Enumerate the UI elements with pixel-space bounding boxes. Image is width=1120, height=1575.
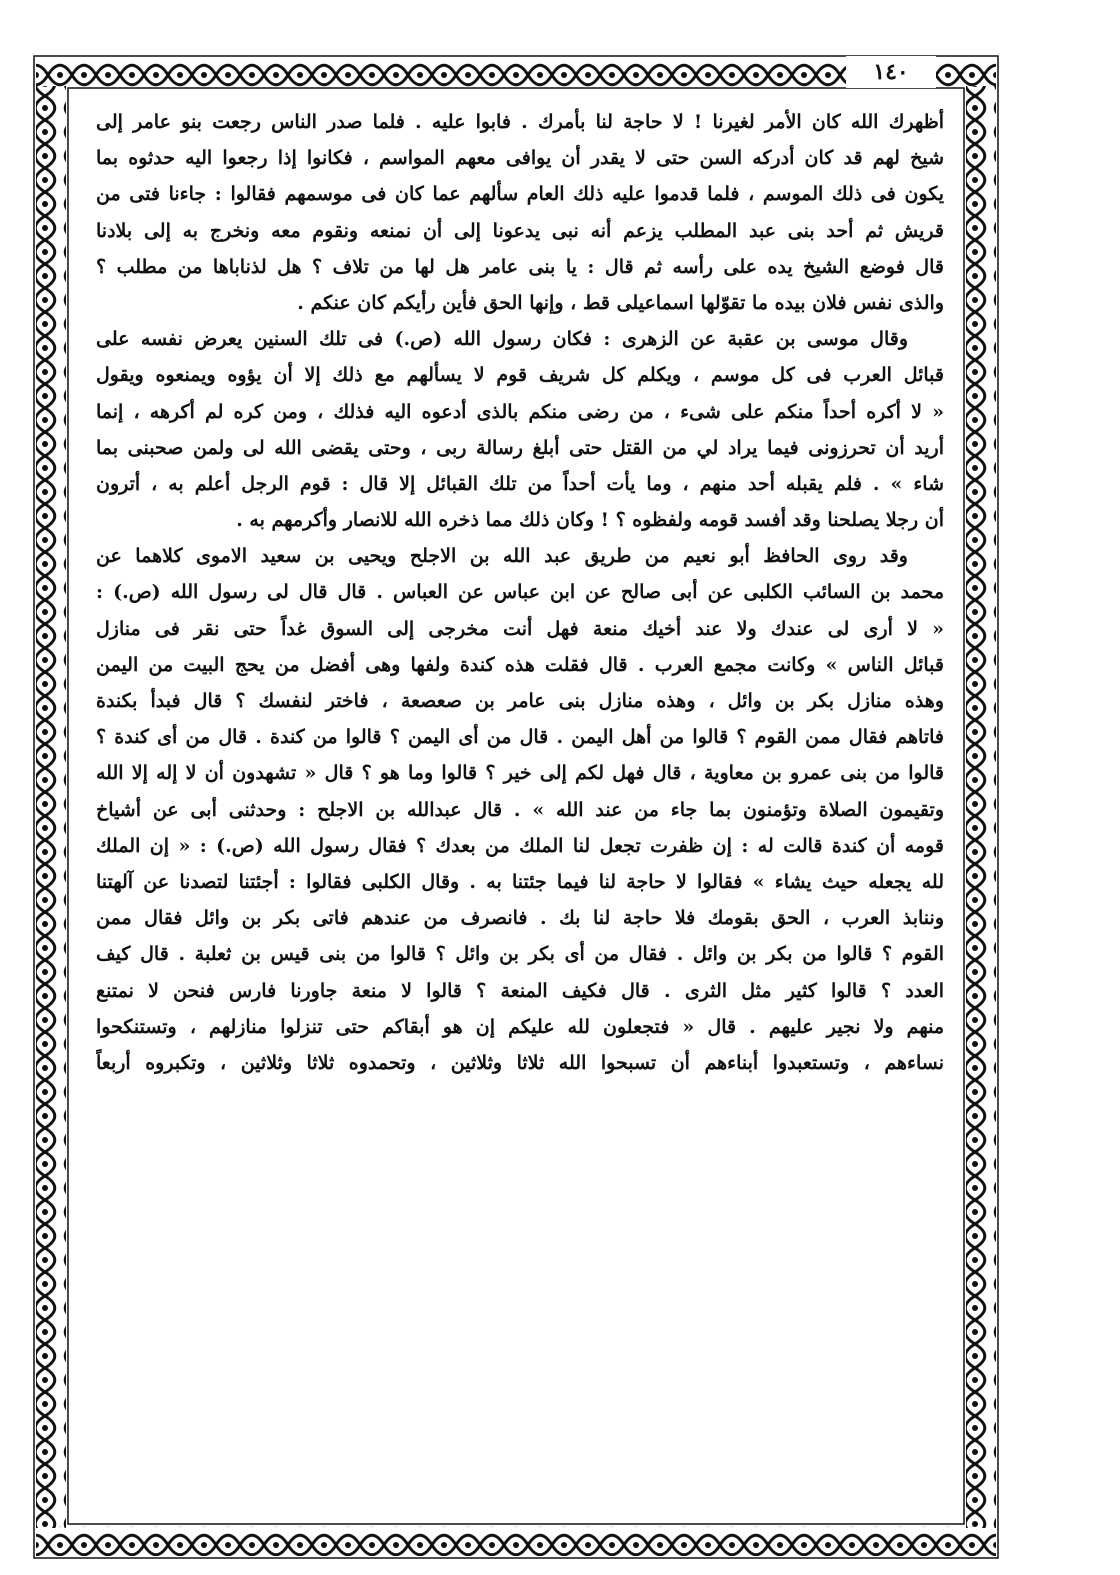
text-line: قومه أن كندة قالت له : إن ظفرت تجعل لنا الملك من بعدك ؟ فقال رسول الله (ص.) : « إن الملك: [96, 834, 944, 857]
text-line: « لا أرى لى عندك ولا عند أخيك منعة فهل أنت مخرجى إلى السوق غداً حتى نقر فى منازل: [96, 617, 944, 640]
text-line: وقال موسى بن عقبة عن الزهرى : فكان رسول الله (ص.) فى تلك السنين يعرض نفسه على: [96, 328, 908, 351]
text-line: قبائل الناس » وكانت مجمع العرب . قال فقلت هذه كندة ولفها وهى أفضل من يحج البيت من اليمن: [96, 653, 944, 676]
text-line: لله يجعله حيث يشاء » فقالوا لا حاجة لنا فيما جئتنا به . وقال الكلبى فقالوا : أجئتنا لتصدنا عن آلهتنا: [96, 870, 944, 893]
text-line: وقد روى الحافظ أبو نعيم من طريق عبد الله بن الاجلح ويحيى بن سعيد الاموى كلاهما عن: [96, 545, 908, 568]
text-line: أظهرك الله كان الأمر لغيرنا ! لا حاجة لنا بأمرك . فابوا عليه . فلما صدر الناس رجعت بنو عامر إلى: [96, 111, 944, 133]
text-line: شيخ لهم قد كان أدركه السن حتى لا يقدر أن يوافى معهم المواسم ، فكانوا إذا رجعوا اليه حدثوه بما: [96, 147, 944, 170]
text-line: قبائل العرب فى كل موسم ، ويكلم كل شريف قوم لا يسألهم مع ذلك إلا أن يؤوه ويمنعوه ويقول: [96, 364, 944, 387]
text-line: والذى نفس فلان بيده ما تقوّلها اسماعيلى قط ، وإنها الحق فأين رأيكم كان عنكم .: [297, 291, 944, 314]
text-line: القوم ؟ قالوا من بكر بن وائل . فقال من أى بكر بن وائل ؟ قالوا من بنى قيس بن ثعلبة . قال كيف: [96, 943, 944, 966]
text-line: يكون فى ذلك الموسم ، فلما قدموا عليه ذلك العام سألهم عما كان فى موسمهم فقالوا : جاءنا فتى من: [96, 183, 944, 206]
text-line: قال فوضع الشيخ يده على رأسه ثم قال : يا بنى عامر هل لها من تلاف ؟ هل لذناباها من مطلب ؟: [96, 255, 944, 278]
text-line: أريد أن تحرزونى فيما يراد لي من القتل حتى أبلغ رسالة ربى ، وحتى يقضى الله لى ولمن صحبنى بما: [96, 436, 944, 459]
text-line: منهم ولا نجير عليهم . قال « فتجعلون لله عليكم إن هو أبقاكم حتى تنزلوا منازلهم ، وتستنكحوا: [96, 1015, 944, 1038]
text-line: نساءهم ، وتستعبدوا أبناءهم أن تسبحوا الله ثلاثا وثلاثين ، وتحمدوه ثلاثا وثلاثين ، وتكبروه أربعاً: [96, 1051, 944, 1074]
text-line: « لا أكره أحداً منكم على شىء ، من رضى منكم بالذى أدعوه اليه فذلك ، ومن كره لم أكرهه ، إنما: [96, 400, 944, 423]
text-line: قالوا من بنى عمرو بن معاوية ، قال فهل لكم إلى خير ؟ قالوا وما هو ؟ قال « تشهدون أن لا إله إلا الله: [96, 762, 944, 785]
text-line: فاتاهم فقال ممن القوم ؟ قالوا من أهل اليمن . قال من أى اليمن ؟ قالوا من كندة . قال من أى كندة ؟: [96, 726, 944, 749]
text-line: شاء » . فلم يقبله أحد منهم ، وما يأت أحداً من تلك القبائل إلا قال : قوم الرجل أعلم به ، أترون: [96, 472, 944, 495]
text-line: وننابذ العرب ، الحق بقومك فلا حاجة لنا بك . فانصرف من عندهم فاتى بكر بن وائل فقال ممن: [96, 907, 944, 930]
page-body: [96, 104, 944, 1514]
page-number: ١٤٠: [846, 56, 936, 88]
text-line: محمد بن السائب الكلبى عن أبى صالح عن ابن عباس عن العباس . قال قال لى رسول الله (ص.) :: [96, 581, 944, 604]
text-line: أن رجلا يصلحنا وقد أفسد قومه ولفظوه ؟ ! وكان ذلك مما ذخره الله للانصار وأكرمهم به .: [236, 509, 944, 532]
text-line: وتقيمون الصلاة وتؤمنون بما جاء من عند الله » . قال عبدالله بن الاجلح : وحدثنى أبى عن أشياخ: [96, 798, 944, 821]
text-line: العدد ؟ قالوا كثير مثل الثرى . قال فكيف المنعة ؟ قالوا لا منعة جاورنا فارس فنحن لا نمتنع: [96, 979, 944, 1002]
text-line: وهذه منازل بكر بن وائل ، وهذه منازل بنى عامر بن صعصعة ، فاختر لنفسك ؟ قال فبدأ بكندة: [96, 690, 944, 712]
text-line: قريش ثم أحد بنى عبد المطلب يزعم أنه نبى يدعونا إلى أن نمنعه ونقوم معه ونخرج به إلى بلادنا: [96, 219, 944, 242]
